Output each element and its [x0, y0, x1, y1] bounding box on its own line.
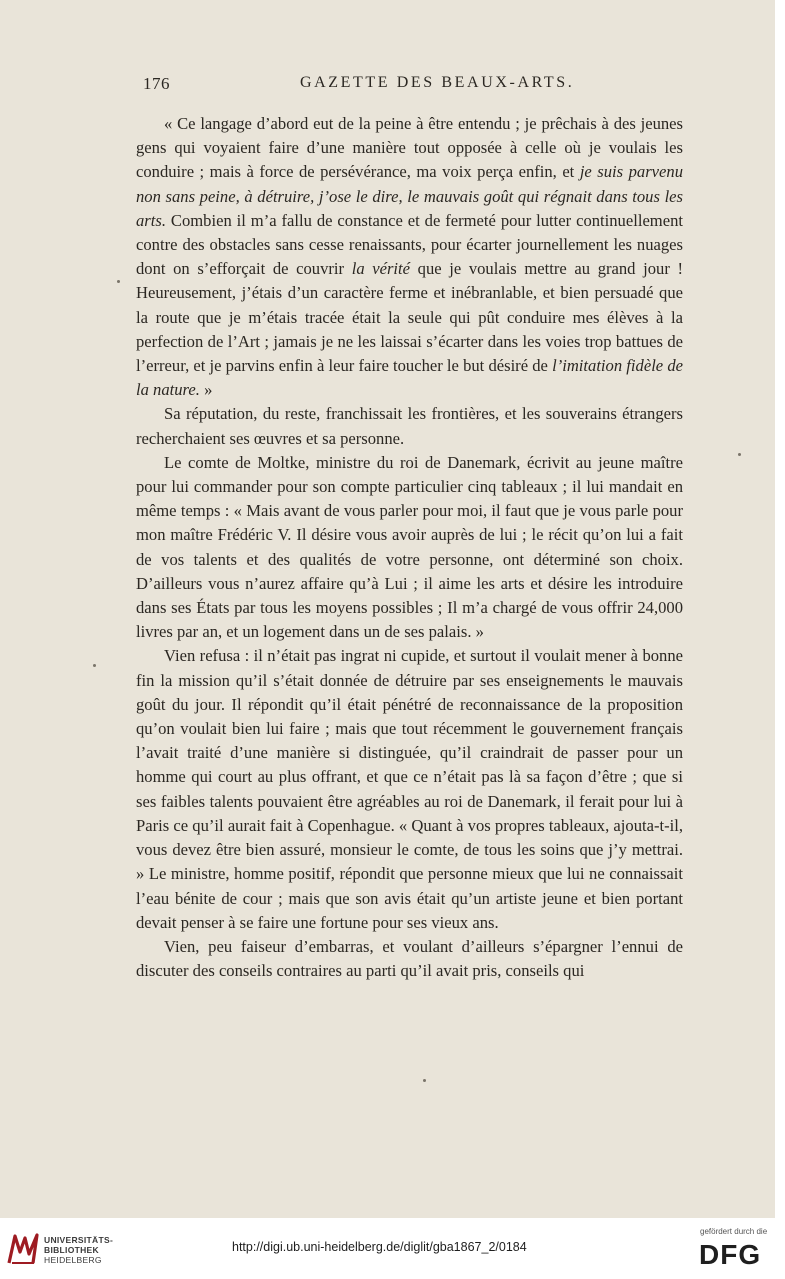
paper-speck	[423, 1079, 426, 1082]
text-run: Vien refusa : il n’était pas ingrat ni cupide, et surtout il voulait mener à bonne fin la mission qu’il s’était donnée de détruire par ses enseignements le mauvais goût du jour. Il répondit qu’il était pénétré de reconnaissance de la proposition qu’on voulait bien lui faire ; mais que tout récemment le gouvernement français l’avait traité d’une manière si distinguée, qu’il craindrait de passer pour un homme qui court au plus offrant, et que ce n’était pas là sa façon d’être ; que si ses faibles talents pouvaient être agréables au roi de Danemark, il ferait pour lui à Paris ce qu’il aurait fait à Copenhague. « Quant à vos propres tableaux, ajouta-t-il, vous devez être bien assuré, monsieur le comte, de tous les soins que j’y mettrai. » Le ministre, homme positif, répondit que personne mieux que lui ne connaissait l’eau bénite de cour ; mais que son avis était qu’un artiste jeune et bien portant devait penser à se faire une fortune pour ses vieux ans.	[136, 646, 683, 932]
dfg-logo[interactable]: DFG	[699, 1239, 762, 1270]
text-run: »	[199, 380, 213, 400]
text-run: « Ce langage d’abord eut de la peine à être entendu ; je prêchais à des jeunes gens qui voyaient faire d’une manière tout opposée à celle où je voulais les conduire ; mais à force de persévérance, ma voix perça enfin, et	[136, 114, 683, 182]
paragraph-reputation	[136, 402, 683, 450]
paragraph-vien-embarras	[136, 935, 683, 983]
paper-speck	[738, 453, 741, 456]
text-run: Vien, peu faiseur d’embarras, et voulant d’ailleurs s’épargner l’ennui de discuter des conseils contraires au parti qu’il avait pris, conseils qui	[136, 936, 683, 981]
italic-run: je suis parvenu non sans peine, à détruire, j’ose le dire, le mauvais goût qui régnait dans tous les arts.	[136, 162, 683, 230]
running-head	[0, 74, 775, 96]
text-run: Le comte de Moltke, ministre du roi de Danemark, écrivit au jeune maître pour lui commander pour son compte particulier cinq tableaux ; il lui mandait en même temps : « Mais avant de vous parler pour moi, il faut que je vous parle pour mon maître Frédéric V. Il désire vous avoir auprès de lui ; le récit qu’on lui a fait de vos talents et des qualités de votre personne, ont déterminé son choix. D’ailleurs vous n’aurez affaire qu’à Lui ; il aime les arts et désire les introduire dans ses États par tous les moyens possibles ; Il m’a chargé de vous offrir 24,000 livres par an, et un logement dans un de ses palais. »	[136, 452, 683, 642]
paper-speck	[93, 664, 96, 667]
page-edge	[775, 0, 785, 1218]
body-text	[136, 112, 683, 983]
paragraph-quote	[136, 112, 683, 402]
funding-caption: gefördert durch die	[700, 1227, 768, 1236]
italic-run: l’imitation fidèle de la nature.	[136, 356, 683, 400]
footer-bar	[0, 1218, 785, 1279]
institution-line: BIBLIOTHEK	[44, 1245, 99, 1255]
page-number: 176	[143, 74, 170, 93]
text-run: que je voulais mettre au grand jour ! Heureusement, j’étais d’un caractère ferme et inébranlable, et bien persuadé que la route que je m’étais tracée était la seule qui pût conduire mes élèves à la perfection de l’Art ; jamais je ne les laissai s’écarter dans les voies trop battues de l’erreur, et je parvins enfin à leur faire toucher le but désiré de	[136, 259, 683, 376]
permalink-url[interactable]: http://digi.ub.uni-heidelberg.de/diglit/gba1867_2/0184	[232, 1240, 527, 1254]
university-library-logo-icon[interactable]	[6, 1232, 40, 1266]
paragraph-moltke	[136, 451, 683, 645]
text-run: Sa réputation, du reste, franchissait les frontières, et les souverains étrangers recherchaient ses œuvres et sa personne.	[136, 404, 683, 448]
institution-line: HEIDELBERG	[44, 1255, 102, 1265]
italic-run: la vérité	[351, 259, 411, 279]
paper-speck	[117, 280, 120, 283]
text-run: Combien il m’a fallu de constance et de fermeté pour lutter continuellement contre des obstacles sans cesse renaissants, pour écarter journellement les nuages dont on s’efforçait de couvrir	[136, 210, 683, 279]
paragraph-vien-refusa	[136, 644, 683, 934]
institution-line: UNIVERSITÄTS-	[44, 1235, 114, 1245]
journal-title: GAZETTE DES BEAUX-ARTS.	[300, 74, 575, 91]
university-library-name[interactable]	[44, 1235, 113, 1265]
